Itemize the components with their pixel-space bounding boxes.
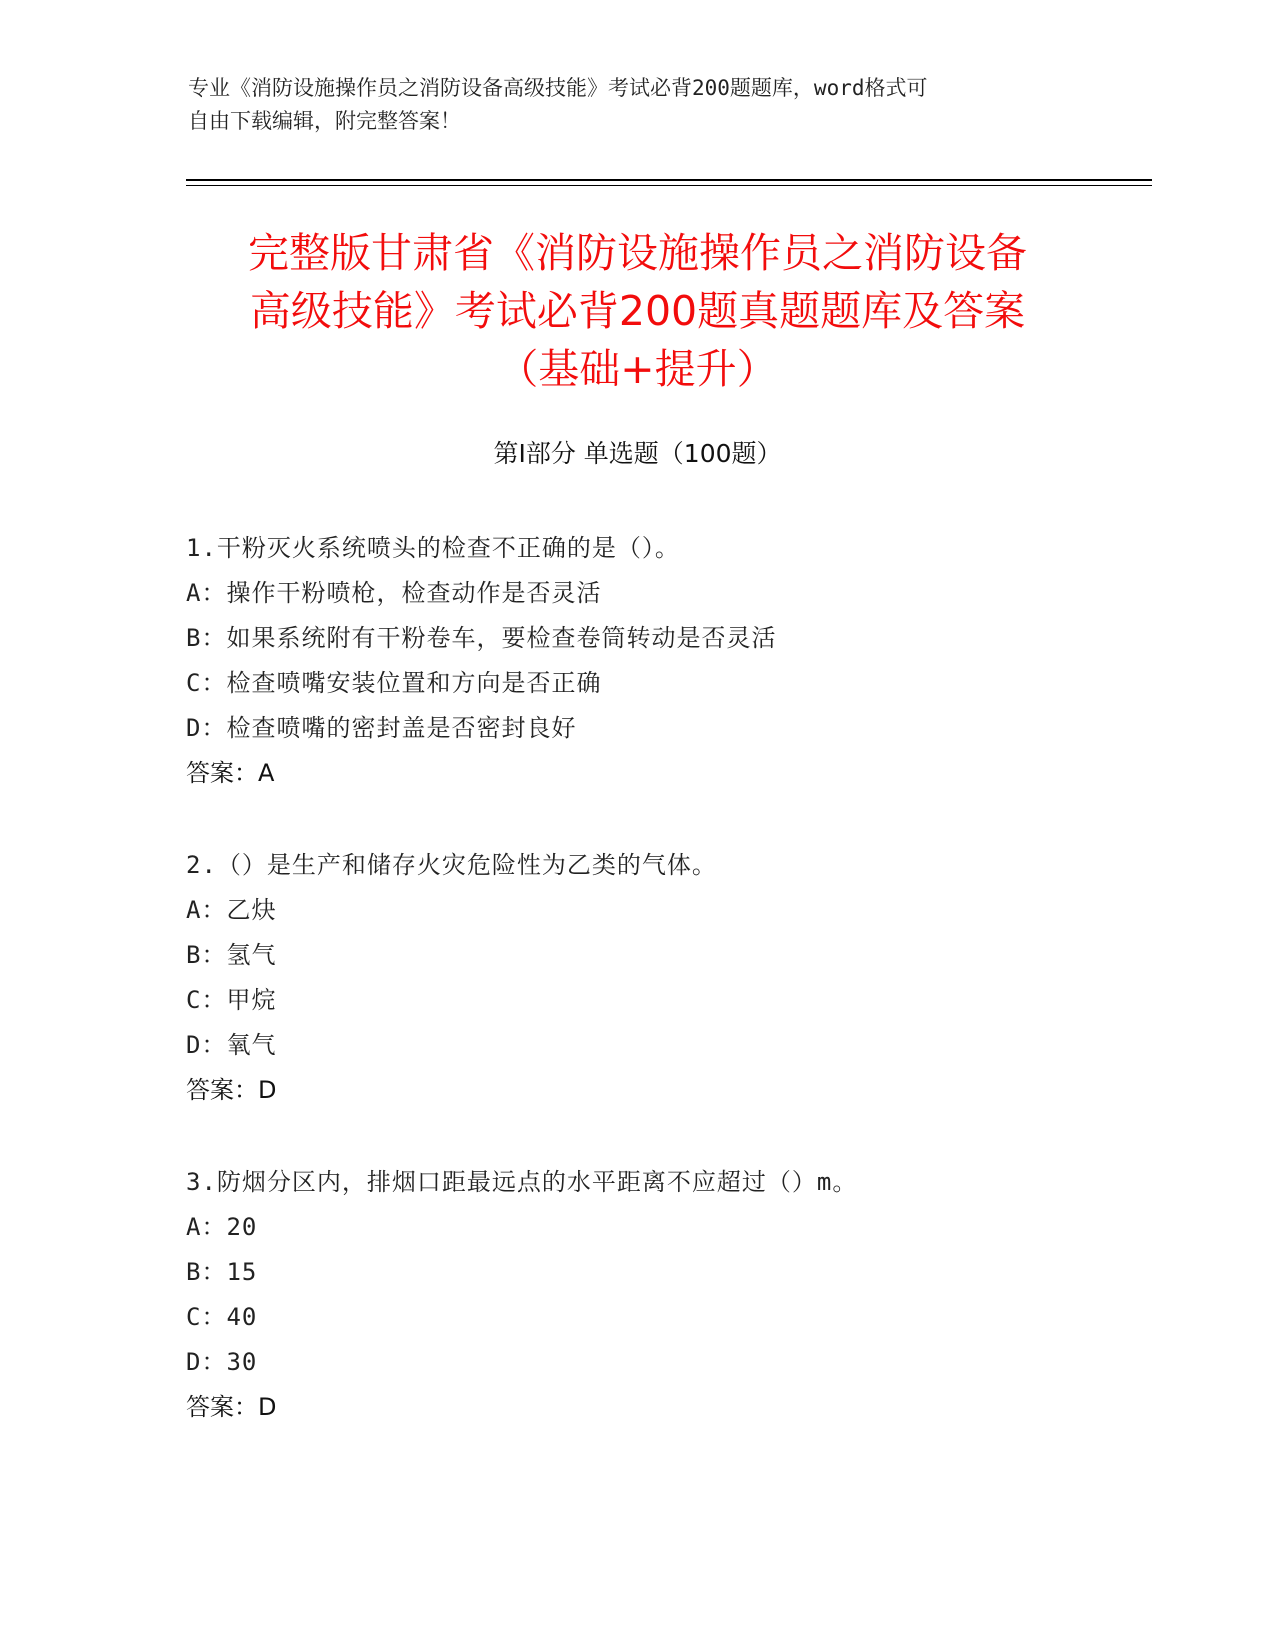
question-list: [186, 526, 1136, 1477]
question-stem: 1.干粉灭火系统喷头的检查不正确的是（）。: [186, 534, 680, 562]
option-c: C：甲烷: [186, 986, 277, 1014]
title-line-3: （基础+提升）: [497, 345, 778, 393]
intro-text: [188, 72, 1068, 138]
option-d: D：氧气: [186, 1031, 277, 1059]
option-a: A：20: [186, 1213, 258, 1241]
title-line-1: 完整版甘肃省《消防设施操作员之消防设备: [248, 229, 1027, 277]
question-2: [186, 843, 1136, 1113]
option-d: D：30: [186, 1348, 258, 1376]
document-title: [170, 224, 1105, 398]
question-3: [186, 1160, 1136, 1430]
question-1: [186, 526, 1136, 796]
option-c: C：40: [186, 1303, 258, 1331]
answer: 答案：D: [186, 1076, 277, 1104]
option-b: B：15: [186, 1258, 258, 1286]
option-a: A：操作干粉喷枪，检查动作是否灵活: [186, 579, 602, 607]
question-stem: 2.（）是生产和储存火灾危险性为乙类的气体。: [186, 851, 717, 879]
title-line-2: 高级技能》考试必背200题真题题库及答案: [249, 287, 1026, 335]
option-d: D：检查喷嘴的密封盖是否密封良好: [186, 714, 577, 742]
answer: 答案：D: [186, 1393, 277, 1421]
header-rule-thin: [186, 185, 1152, 186]
header-rule-thick: [186, 179, 1152, 181]
intro-line-1: 专业《消防设施操作员之消防设备高级技能》考试必背200题题库，word格式可: [188, 76, 928, 100]
option-b: B：如果系统附有干粉卷车，要检查卷筒转动是否灵活: [186, 624, 777, 652]
answer: 答案：A: [186, 759, 275, 787]
intro-line-2: 自由下载编辑，附完整答案！: [188, 109, 461, 133]
section-heading: 第Ⅰ部分 单选题（100题）: [493, 439, 782, 468]
option-a: A：乙炔: [186, 896, 277, 924]
question-stem: 3.防烟分区内，排烟口距最远点的水平距离不应超过（）m。: [186, 1168, 858, 1196]
option-b: B：氢气: [186, 941, 277, 969]
option-c: C：检查喷嘴安装位置和方向是否正确: [186, 669, 602, 697]
